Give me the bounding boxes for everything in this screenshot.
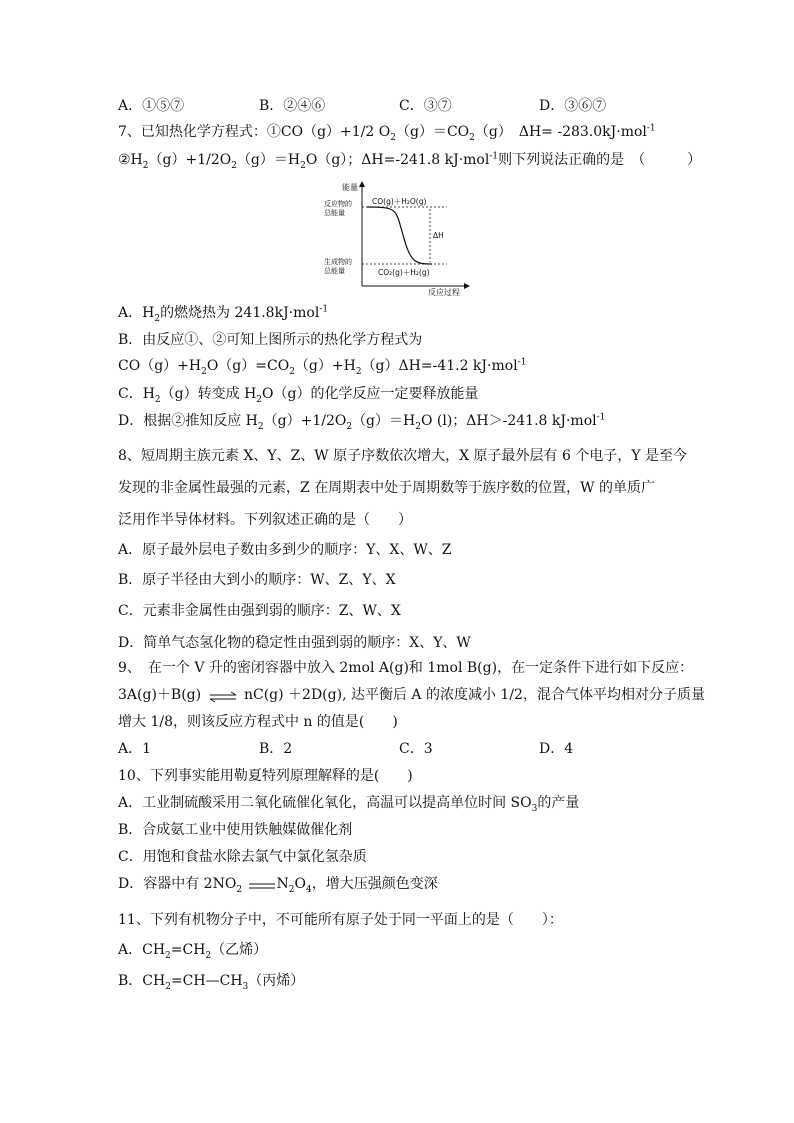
q7-stem-line1: 7、已知热化学方程式：①CO（g）+1/2 $O_2(g)=CO_2(g)$ ΔH= -283.0kJ·mol$^{-1}$ — [118, 123, 656, 143]
q6-option-a[interactable]: A．①⑤⑦ — [118, 98, 185, 114]
equilibrium-arrow-icon — [206, 689, 240, 701]
q7-option-c[interactable]: C．$H_2(g)$转变成 $H_2O(g)$的化学反应一定要释放能量 — [118, 386, 479, 405]
q10-stem: 10、下列事实能用勒夏特列原理解释的是( ) — [118, 768, 413, 784]
q10-option-d[interactable]: D．容器中有 $2NO_2$ $N_2O_4$，增大压强颜色变深 — [118, 876, 438, 895]
q6-option-b[interactable]: B．②④⑥ — [259, 98, 326, 114]
q8-option-a[interactable]: A．原子最外层电子数由多到少的顺序：Y、X、W、Z — [118, 542, 452, 558]
diagram-product-label-1: 生成物的 — [324, 258, 352, 266]
q7-option-b[interactable]: B．由反应①、②可知上图所示的热化学方程式为 — [118, 332, 423, 348]
diagram-reactant-label-2: 总能量 — [324, 209, 345, 217]
q9-option-c[interactable]: C．3 — [399, 741, 433, 757]
q9-options — [118, 739, 678, 759]
q8-option-c[interactable]: C．元素非金属性由强到弱的顺序：Z、W、X — [118, 603, 401, 619]
q6-option-c[interactable]: C．③⑦ — [399, 98, 452, 114]
q8-option-b[interactable]: B．原子半径由大到小的顺序：W、Z、Y、X — [118, 572, 396, 588]
q6-options — [118, 96, 678, 116]
q9-option-b[interactable]: B．2 — [259, 741, 293, 757]
q10-option-b[interactable]: B．合成氨工业中使用铁触媒做催化剂 — [118, 822, 353, 838]
q9-stem-line2: 3A(g)＋B(g) nC(g) ＋2D(g), 达平衡后 A 的浓度减小 1/2，混合气体平均相对分子质量 — [118, 687, 705, 703]
q11-option-b[interactable]: B．$CH_2=CH—CH_3$（丙烯） — [118, 973, 305, 992]
q7-option-d[interactable]: D．根据②推知反应 $H_2(g)+1/2O_2(g)=H_2O$ (l)；ΔH＞-241.8 kJ·mol$^{-1}$ — [118, 412, 606, 432]
equilibrium-arrow-icon — [247, 878, 277, 890]
q8-stem-line3: 泛用作半导体材料。下列叙述正确的是（ ） — [118, 512, 412, 528]
diagram-reactant-label-1: 反应物的 — [324, 200, 352, 208]
q9-option-d[interactable]: D．4 — [539, 741, 574, 757]
diagram-delta-h: ΔH — [433, 231, 444, 240]
diagram-top-species: CO(g)＋H₂O(g) — [372, 197, 427, 206]
q7-option-a[interactable]: A．$H_2$的燃烧热为 241.8kJ·mol$^{-1}$ — [118, 304, 329, 324]
q8-stem-line2: 发现的非金属性最强的元素，Z 在周期表中处于周期数等于族序数的位置，W 的单质广 — [118, 480, 656, 496]
diagram-bottom-species: CO₂(g)＋H₂(g) — [378, 268, 430, 277]
q11-stem: 11、下列有机物分子中，不可能所有原子处于同一平面上的是（ ）： — [118, 912, 563, 928]
q11-option-a[interactable]: A．$CH_2=CH_2$（乙烯） — [118, 942, 268, 961]
q6-option-d[interactable]: D．③⑥⑦ — [539, 98, 607, 114]
q10-option-a[interactable]: A．工业制硫酸采用二氧化硫催化氧化，高温可以提高单位时间 $SO_3$的产量 — [118, 795, 580, 814]
q10-option-c[interactable]: C．用饱和食盐水除去氯气中氯化氢杂质 — [118, 849, 367, 865]
diagram-xlabel: 反应过程 — [428, 288, 460, 296]
q8-option-d[interactable]: D．简单气态氢化物的稳定性由强到弱的顺序：X、Y、W — [118, 635, 471, 651]
q7-option-b-equation: $CO(g)+H_2O(g)=CO_2(g)+H_2(g)\Delta H=-41.2$ kJ·mol$^{-1}$ — [118, 357, 527, 377]
q9-stem-line3: 增大 1/8，则该反应方程式中 n 的值是( ) — [118, 714, 398, 730]
q9-stem-line1: 9、 在一个 V 升的密闭容器中放入 2mol A(g)和 1mol B(g)，在一定条件下进行如下反应： — [118, 660, 694, 676]
q7-stem-line2: $②H_2(g)+1/2O_2(g)=H_2O(g)$；ΔH=-241.8 kJ·mol$^{-1}$则下列说法正确的是 （ ） — [118, 151, 702, 171]
diagram-product-label-2: 总能量 — [324, 267, 345, 275]
q9-option-a[interactable]: A．1 — [118, 741, 152, 757]
energy-diagram — [322, 178, 472, 296]
q8-stem-line1: 8、短周期主族元素 X、Y、Z、W 原子序数依次增大，X 原子最外层有 6 个电子，Y 是至今 — [118, 448, 688, 464]
diagram-ylabel: 能量 — [342, 183, 358, 192]
